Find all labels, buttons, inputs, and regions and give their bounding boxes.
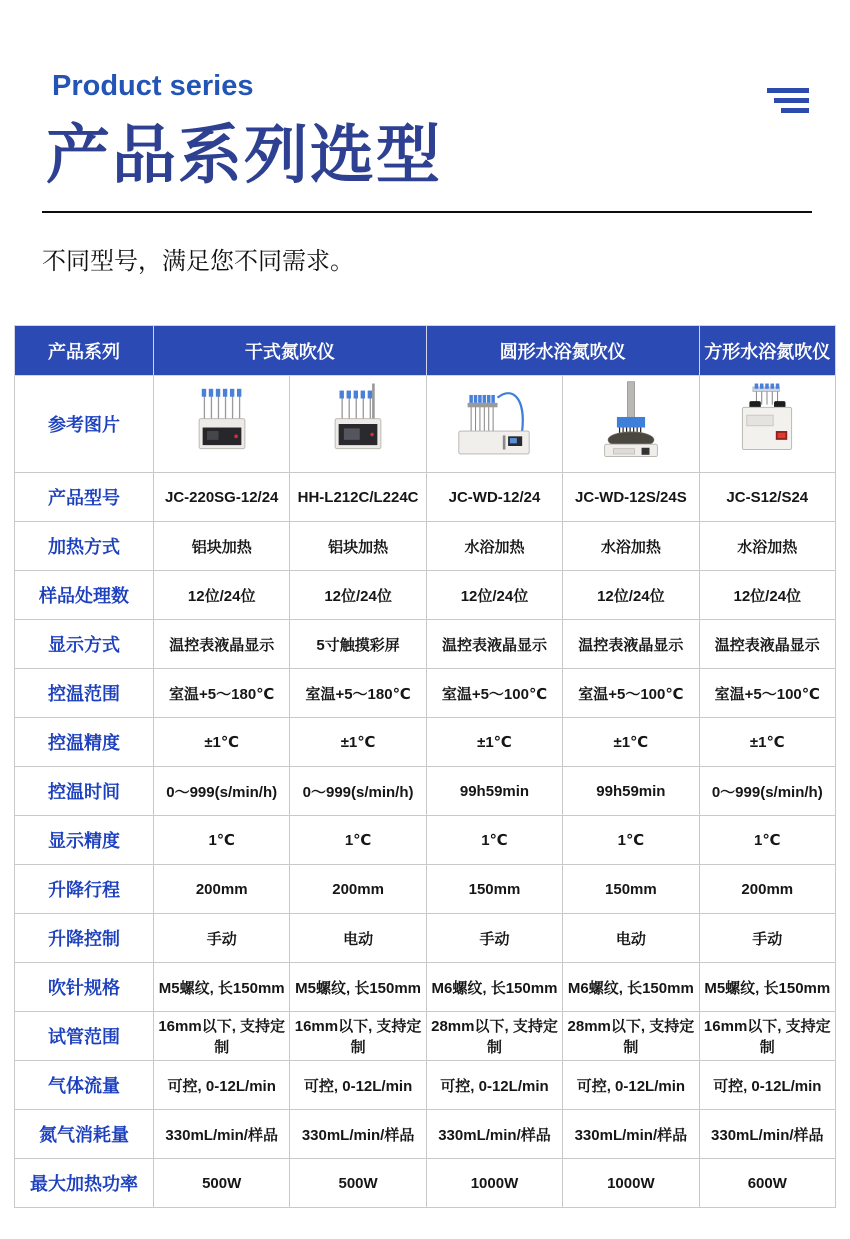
spec-cell: 16mm以下, 支持定制 xyxy=(290,1012,426,1061)
spec-cell: 可控, 0-12L/min xyxy=(699,1061,835,1110)
product-image-cell xyxy=(563,376,699,473)
spec-cell: M5螺纹, 长150mm xyxy=(699,963,835,1012)
menu-icon[interactable] xyxy=(767,88,809,118)
spec-cell: 12位/24位 xyxy=(699,571,835,620)
menu-bar xyxy=(767,88,809,93)
product-image-cell xyxy=(699,376,835,473)
spec-cell: ±1℃ xyxy=(154,718,290,767)
spec-cell: ±1℃ xyxy=(426,718,562,767)
spec-cell: 铝块加热 xyxy=(154,522,290,571)
spec-cell: 330mL/min/样品 xyxy=(154,1110,290,1159)
spec-cell: 铝块加热 xyxy=(290,522,426,571)
header-round-waterbath-evaporator: 圆形水浴氮吹仪 xyxy=(426,326,699,376)
spec-cell: M5螺纹, 长150mm xyxy=(154,963,290,1012)
spec-cell: 1℃ xyxy=(154,816,290,865)
spec-cell: 温控表液晶显示 xyxy=(563,620,699,669)
header-product-series: 产品系列 xyxy=(15,326,154,376)
table-row xyxy=(15,1110,836,1159)
table-row xyxy=(15,1012,836,1061)
spec-table-container xyxy=(14,325,836,1208)
product-image-dry-block-2 xyxy=(314,380,402,468)
spec-cell: ±1℃ xyxy=(290,718,426,767)
spec-cell: 1℃ xyxy=(699,816,835,865)
spec-cell: 99h59min xyxy=(426,767,562,816)
spec-cell: 手动 xyxy=(154,914,290,963)
row-label: 气体流量 xyxy=(15,1061,154,1110)
spec-cell: 28mm以下, 支持定制 xyxy=(563,1012,699,1061)
row-label: 产品型号 xyxy=(15,473,154,522)
product-image-dry-block-1 xyxy=(178,380,266,468)
spec-cell: 可控, 0-12L/min xyxy=(426,1061,562,1110)
product-image-round-bath-rect xyxy=(448,380,540,468)
spec-cell: 330mL/min/样品 xyxy=(563,1110,699,1159)
spec-cell: 12位/24位 xyxy=(426,571,562,620)
spec-cell: 可控, 0-12L/min xyxy=(290,1061,426,1110)
table-row xyxy=(15,1159,836,1208)
spec-cell: 手动 xyxy=(426,914,562,963)
spec-cell: 150mm xyxy=(426,865,562,914)
row-label: 吹针规格 xyxy=(15,963,154,1012)
spec-cell: 水浴加热 xyxy=(699,522,835,571)
spec-cell: 12位/24位 xyxy=(290,571,426,620)
spec-cell: JC-WD-12/24 xyxy=(426,473,562,522)
spec-cell: 12位/24位 xyxy=(563,571,699,620)
spec-cell: ±1℃ xyxy=(563,718,699,767)
row-label: 参考图片 xyxy=(15,376,154,473)
spec-cell: 室温+5～100℃ xyxy=(426,669,562,718)
spec-cell: 1000W xyxy=(426,1159,562,1208)
spec-table xyxy=(14,325,836,1208)
table-row xyxy=(15,963,836,1012)
spec-cell: 330mL/min/样品 xyxy=(426,1110,562,1159)
header-dry-nitrogen-evaporator: 干式氮吹仪 xyxy=(154,326,427,376)
table-row xyxy=(15,620,836,669)
spec-cell: 330mL/min/样品 xyxy=(699,1110,835,1159)
spec-cell: 室温+5～180℃ xyxy=(290,669,426,718)
title-divider xyxy=(42,211,812,213)
spec-cell: 16mm以下, 支持定制 xyxy=(699,1012,835,1061)
spec-cell: 200mm xyxy=(290,865,426,914)
spec-cell: 600W xyxy=(699,1159,835,1208)
spec-cell: HH-L212C/L224C xyxy=(290,473,426,522)
table-row xyxy=(15,1061,836,1110)
menu-bar xyxy=(781,108,809,113)
spec-cell: 0～999(s/min/h) xyxy=(699,767,835,816)
spec-cell: 500W xyxy=(154,1159,290,1208)
page-subtitle: 不同型号，满足您不同需求。 xyxy=(42,248,354,275)
spec-cell: ±1℃ xyxy=(699,718,835,767)
spec-cell: 手动 xyxy=(699,914,835,963)
spec-cell: 330mL/min/样品 xyxy=(290,1110,426,1159)
spec-cell: 电动 xyxy=(290,914,426,963)
spec-cell: 室温+5～180℃ xyxy=(154,669,290,718)
spec-cell: 室温+5～100℃ xyxy=(699,669,835,718)
table-row xyxy=(15,571,836,620)
row-label: 显示精度 xyxy=(15,816,154,865)
spec-cell: M5螺纹, 长150mm xyxy=(290,963,426,1012)
reference-image-row xyxy=(15,376,836,473)
spec-cell: 500W xyxy=(290,1159,426,1208)
spec-cell: 0～999(s/min/h) xyxy=(154,767,290,816)
spec-cell: 0～999(s/min/h) xyxy=(290,767,426,816)
row-label: 氮气消耗量 xyxy=(15,1110,154,1159)
spec-cell: 99h59min xyxy=(563,767,699,816)
spec-cell: 200mm xyxy=(699,865,835,914)
table-row xyxy=(15,473,836,522)
spec-cell: 5寸触摸彩屏 xyxy=(290,620,426,669)
spec-cell: 1℃ xyxy=(426,816,562,865)
row-label: 控温时间 xyxy=(15,767,154,816)
spec-cell: 1℃ xyxy=(563,816,699,865)
table-row xyxy=(15,522,836,571)
spec-cell: 室温+5～100℃ xyxy=(563,669,699,718)
table-row xyxy=(15,865,836,914)
page-title: 产品系列选型 xyxy=(46,119,442,191)
spec-cell: M6螺纹, 长150mm xyxy=(563,963,699,1012)
spec-cell: 温控表液晶显示 xyxy=(154,620,290,669)
row-label: 控温精度 xyxy=(15,718,154,767)
spec-cell: 1000W xyxy=(563,1159,699,1208)
spec-cell: 28mm以下, 支持定制 xyxy=(426,1012,562,1061)
row-label: 升降行程 xyxy=(15,865,154,914)
row-label: 加热方式 xyxy=(15,522,154,571)
spec-cell: JC-WD-12S/24S xyxy=(563,473,699,522)
spec-cell: 200mm xyxy=(154,865,290,914)
spec-cell: M6螺纹, 长150mm xyxy=(426,963,562,1012)
spec-cell: 可控, 0-12L/min xyxy=(154,1061,290,1110)
spec-cell: 温控表液晶显示 xyxy=(426,620,562,669)
table-row xyxy=(15,914,836,963)
table-row xyxy=(15,669,836,718)
header-square-waterbath-evaporator: 方形水浴氮吹仪 xyxy=(699,326,835,376)
table-row xyxy=(15,816,836,865)
product-image-cell xyxy=(426,376,562,473)
spec-cell: 1℃ xyxy=(290,816,426,865)
table-row xyxy=(15,718,836,767)
product-image-cell xyxy=(290,376,426,473)
row-label: 样品处理数 xyxy=(15,571,154,620)
menu-bar xyxy=(774,98,809,103)
spec-cell: 水浴加热 xyxy=(563,522,699,571)
spec-cell: 电动 xyxy=(563,914,699,963)
spec-cell: 水浴加热 xyxy=(426,522,562,571)
spec-cell: JC-S12/S24 xyxy=(699,473,835,522)
header-row xyxy=(15,326,836,376)
row-label: 最大加热功率 xyxy=(15,1159,154,1208)
eyebrow-text: Product series xyxy=(52,70,254,102)
row-label: 试管范围 xyxy=(15,1012,154,1061)
table-row xyxy=(15,767,836,816)
row-label: 显示方式 xyxy=(15,620,154,669)
product-image-square-bath xyxy=(723,380,811,468)
spec-cell: 16mm以下, 支持定制 xyxy=(154,1012,290,1061)
product-image-cell xyxy=(154,376,290,473)
spec-cell: 可控, 0-12L/min xyxy=(563,1061,699,1110)
product-image-round-bath xyxy=(587,380,675,468)
spec-cell: 12位/24位 xyxy=(154,571,290,620)
spec-cell: JC-220SG-12/24 xyxy=(154,473,290,522)
spec-cell: 温控表液晶显示 xyxy=(699,620,835,669)
spec-cell: 150mm xyxy=(563,865,699,914)
row-label: 升降控制 xyxy=(15,914,154,963)
row-label: 控温范围 xyxy=(15,669,154,718)
